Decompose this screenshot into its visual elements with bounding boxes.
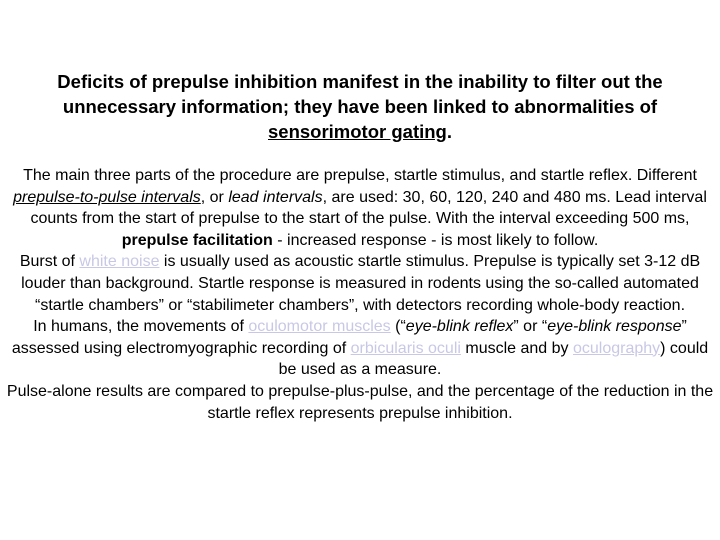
prepulse-to-pulse-intervals-term: prepulse-to-pulse intervals	[13, 188, 201, 206]
paragraph-humans	[4, 316, 716, 381]
text-span: The main three parts of the procedure are prepulse, startle stimulus, and startle reflex. Different	[23, 167, 697, 184]
text-span: muscle and by	[460, 339, 573, 357]
heading-period: .	[446, 121, 452, 142]
text-span: In humans, the movements of	[33, 318, 249, 336]
text-span: , or	[200, 188, 229, 206]
text-span: ” or “	[513, 318, 548, 336]
white-noise-link[interactable]: white noise	[79, 253, 160, 271]
prepulse-facilitation-term: prepulse facilitation	[121, 231, 273, 249]
orbicularis-oculi-link[interactable]: orbicularis oculi	[350, 339, 461, 357]
text-span: is usually used as acoustic startle stimulus. Prepulse is typically set 3-12 dB louder than background. Startle response is measured in rodents using the so-called automated “startle chambers” or “stabilimeter chambers”, with detectors recording whole-body reaction.	[21, 253, 701, 314]
heading-text: Deficits of prepulse inhibition manifest in the inability to filter out the unnecessary information; they have been linked to abnormalities of	[57, 71, 663, 117]
eye-blink-reflex-term: eye-blink reflex	[405, 318, 514, 336]
text-span: (“	[390, 318, 406, 336]
oculography-link[interactable]: oculography	[572, 339, 661, 357]
eye-blink-response-term: eye-blink response	[547, 318, 682, 336]
paragraph-stimulus	[4, 251, 716, 316]
text-span: , are used: 30, 60, 120, 240 and 480 ms. Lead interval counts from the start of prepulse to the start of the pulse. With the interval exceeding 500 ms,	[30, 188, 707, 228]
lead-intervals-term: lead intervals	[228, 188, 323, 206]
text-span: Burst of	[19, 253, 80, 271]
slide-heading	[20, 69, 700, 144]
paragraph-procedure	[4, 165, 716, 251]
paragraph-conclusion	[4, 381, 716, 424]
text-span: - increased response - is most likely to follow.	[272, 231, 599, 249]
sensorimotor-gating-link[interactable]: sensorimotor gating	[268, 121, 447, 142]
text-span: ” assessed using electromyographic recording of	[11, 318, 687, 357]
text-span: ) could be used as a measure.	[278, 339, 709, 379]
text-span: Pulse-alone results are compared to prepulse-plus-pulse, and the percentage of the reduction in the startle reflex represents prepulse inhibition.	[6, 382, 714, 422]
slide-body	[4, 165, 716, 424]
oculomotor-muscles-link[interactable]: oculomotor muscles	[248, 318, 391, 336]
